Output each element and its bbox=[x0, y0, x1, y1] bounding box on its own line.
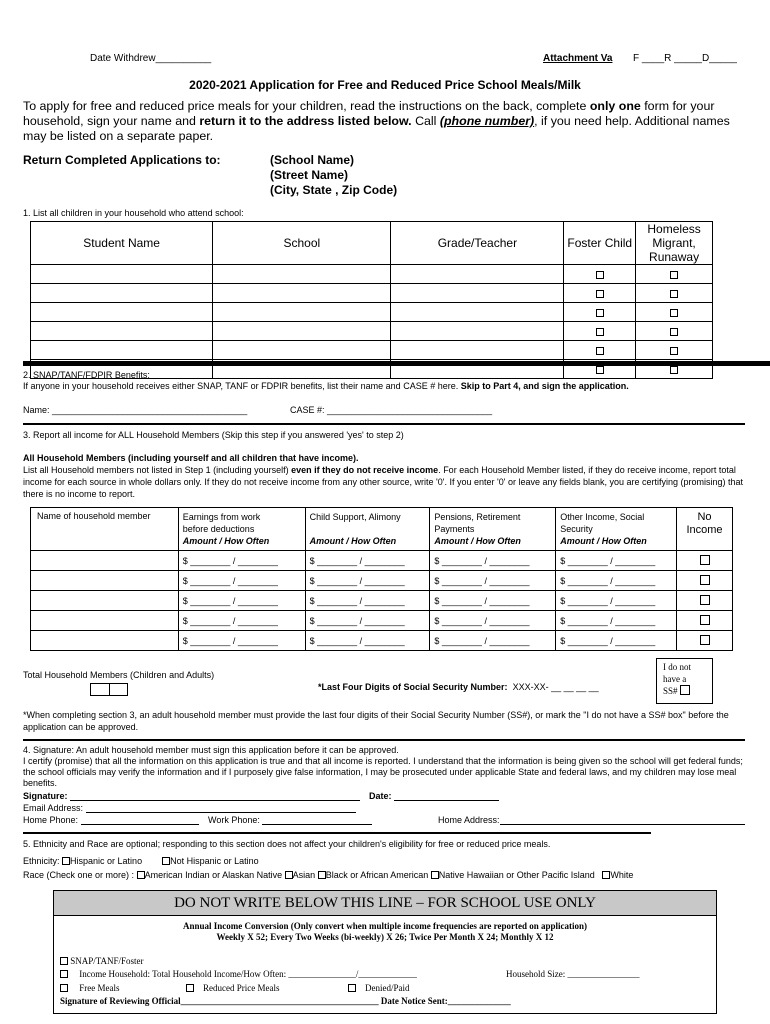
pensions-input[interactable]: $ ________ / ________ bbox=[430, 551, 556, 571]
denied-paid-checkbox[interactable] bbox=[348, 984, 356, 992]
step4-label: 4. Signature: An adult household member must sign this application before it can be approved. bbox=[23, 745, 399, 755]
date-notice-sent[interactable]: Date Notice Sent:______________ bbox=[380, 996, 511, 1006]
student-name-input[interactable] bbox=[31, 265, 213, 284]
step5-label: 5. Ethnicity and Race are optional; responding to this section does not affect your children's eligibility for free or reduced price meals. bbox=[23, 839, 551, 849]
earnings-input[interactable]: $ ________ / ________ bbox=[178, 591, 305, 611]
grade-input[interactable] bbox=[391, 322, 564, 341]
certify-statement: I certify (promise) that all the information on this application is true and that all income is reported. I understand that the information is being given so the school will get federal funds; the school officials may verify the information and if I purposely give false information, I may be prosecuted under applicable State and federal laws, and my children may lose meal benefits. bbox=[23, 756, 743, 788]
date-field[interactable]: Date: bbox=[369, 791, 499, 801]
all-members-heading: All Household Members (including yourself and all children that have income). bbox=[23, 453, 359, 463]
homeless-checkbox[interactable] bbox=[670, 290, 678, 298]
american-indian-checkbox[interactable] bbox=[137, 871, 145, 879]
school-input[interactable] bbox=[213, 322, 391, 341]
black-checkbox[interactable] bbox=[318, 871, 326, 879]
table-row bbox=[31, 591, 733, 611]
header-pensions: Pensions, Retirement Payments Amount / How Often bbox=[430, 508, 556, 551]
child-support-input[interactable]: $ ________ / ________ bbox=[305, 611, 430, 631]
hispanic-checkbox[interactable] bbox=[62, 857, 70, 865]
member-name-input[interactable] bbox=[31, 591, 179, 611]
table-row bbox=[31, 322, 713, 341]
foster-checkbox[interactable] bbox=[596, 290, 604, 298]
foster-checkbox[interactable] bbox=[596, 328, 604, 336]
student-name-input[interactable] bbox=[31, 303, 213, 322]
income-instructions: List all Household members not listed in Step 1 (including yourself) even if they do not receive income. For each Household Member listed, if they do receive income, report total income for each source in whole dollars only. If they do not receive income from any other source, write '0'. If you enter '0' or leave any fields blank, you are certifying (promising) that there is no income to report. bbox=[23, 465, 744, 499]
school-name: (School Name) bbox=[270, 153, 355, 167]
grade-input[interactable] bbox=[391, 265, 564, 284]
no-income-checkbox[interactable] bbox=[700, 555, 710, 565]
ssn-note: *When completing section 3, an adult household member must provide the last four digits of their Social Security Number (SS#), or mark the "I do not have a SS# box" before the application can be approved. bbox=[23, 710, 729, 732]
pensions-input[interactable]: $ ________ / ________ bbox=[430, 611, 556, 631]
header-member-name: Name of household member bbox=[31, 508, 179, 551]
case-number-field[interactable]: CASE #: _________________________________ bbox=[290, 405, 493, 415]
child-support-input[interactable]: $ ________ / ________ bbox=[305, 551, 430, 571]
reduced-meals-checkbox[interactable] bbox=[186, 984, 194, 992]
phone-number-placeholder: (phone number) bbox=[439, 114, 535, 128]
child-support-input[interactable]: $ ________ / ________ bbox=[305, 571, 430, 591]
table-row bbox=[31, 303, 713, 322]
grade-input[interactable] bbox=[391, 303, 564, 322]
reviewing-official-signature[interactable]: Signature of Reviewing Official____________________________________________ Date Notice Sent:______________ bbox=[60, 996, 511, 1006]
work-phone-field[interactable]: Work Phone: bbox=[208, 815, 372, 825]
step2-label: 2. SNAP/TANF/FDPIR Benefits: bbox=[23, 370, 150, 380]
school-input[interactable] bbox=[213, 341, 391, 360]
total-members-box[interactable] bbox=[90, 683, 128, 696]
foster-checkbox[interactable] bbox=[596, 347, 604, 355]
grade-input[interactable] bbox=[391, 284, 564, 303]
header-homeless: Homeless Migrant, Runaway bbox=[636, 222, 713, 265]
member-name-input[interactable] bbox=[31, 551, 179, 571]
member-name-input[interactable] bbox=[31, 611, 179, 631]
date-withdrew-field[interactable]: Date Withdrew__________ bbox=[90, 53, 212, 64]
earnings-input[interactable]: $ ________ / ________ bbox=[178, 631, 305, 651]
income-household-checkbox[interactable] bbox=[60, 970, 68, 978]
table-row bbox=[31, 341, 713, 360]
school-input[interactable] bbox=[213, 265, 391, 284]
step2-description: If anyone in your household receives either SNAP, TANF or FDPIR benefits, list their name and CASE # here. Skip to Part 4, and sign the application. bbox=[23, 381, 629, 391]
other-income-input[interactable]: $ ________ / ________ bbox=[556, 551, 677, 571]
homeless-checkbox[interactable] bbox=[670, 366, 678, 374]
snap-foster-option: SNAP/TANF/Foster bbox=[60, 956, 144, 966]
free-meals-checkbox[interactable] bbox=[60, 984, 68, 992]
section-divider bbox=[23, 832, 651, 834]
homeless-checkbox[interactable] bbox=[670, 347, 678, 355]
child-support-input[interactable]: $ ________ / ________ bbox=[305, 591, 430, 611]
pensions-input[interactable]: $ ________ / ________ bbox=[430, 591, 556, 611]
school-input[interactable] bbox=[213, 303, 391, 322]
member-name-input[interactable] bbox=[31, 631, 179, 651]
pensions-input[interactable]: $ ________ / ________ bbox=[430, 571, 556, 591]
household-size-field[interactable]: Household Size: ________________ bbox=[506, 969, 640, 979]
header-no-income: No Income bbox=[677, 508, 733, 551]
no-ssn-checkbox[interactable] bbox=[680, 685, 690, 695]
return-to-label: Return Completed Applications to: bbox=[23, 153, 221, 167]
header-student-name: Student Name bbox=[31, 222, 213, 265]
snap-name-field[interactable]: Name: _______________________________________ bbox=[23, 405, 248, 415]
home-address-field[interactable]: Home Address: bbox=[438, 815, 745, 825]
header-school: School bbox=[213, 222, 391, 265]
step1-label: 1. List all children in your household who attend school: bbox=[23, 208, 244, 218]
income-conversion-title: Annual Income Conversion (Only convert when multiple income frequencies are reported on application) bbox=[183, 921, 587, 931]
homeless-checkbox[interactable] bbox=[670, 271, 678, 279]
step3-label: 3. Report all income for ALL Household Members (Skip this step if you answered 'yes' to step 2) bbox=[23, 430, 404, 440]
earnings-input[interactable]: $ ________ / ________ bbox=[178, 551, 305, 571]
other-income-input[interactable]: $ ________ / ________ bbox=[556, 611, 677, 631]
school-input[interactable] bbox=[213, 284, 391, 303]
foster-checkbox[interactable] bbox=[596, 309, 604, 317]
no-income-checkbox[interactable] bbox=[700, 615, 710, 625]
ethnicity-row: Ethnicity: Hispanic or Latino Not Hispanic or Latino bbox=[23, 856, 259, 866]
total-members-label: Total Household Members (Children and Adults) bbox=[23, 670, 215, 680]
snap-foster-checkbox[interactable] bbox=[60, 957, 68, 965]
table-row bbox=[31, 551, 733, 571]
income-table bbox=[30, 507, 733, 651]
table-row bbox=[31, 611, 733, 631]
school-use-banner: DO NOT WRITE BELOW THIS LINE – FOR SCHOOL USE ONLY bbox=[54, 891, 716, 916]
reduced-meals-option: Reduced Price Meals bbox=[186, 983, 279, 993]
section-divider bbox=[23, 423, 745, 425]
not-hispanic-checkbox[interactable] bbox=[162, 857, 170, 865]
header-grade-teacher: Grade/Teacher bbox=[391, 222, 564, 265]
foster-checkbox[interactable] bbox=[596, 271, 604, 279]
other-income-input[interactable]: $ ________ / ________ bbox=[556, 631, 677, 651]
pensions-input[interactable]: $ ________ / ________ bbox=[430, 631, 556, 651]
street-name: (Street Name) bbox=[270, 168, 349, 182]
income-conversion-formula: Weekly X 52; Every Two Weeks (bi-weekly) X 26; Twice Per Month X 24; Monthly X 12 bbox=[216, 932, 554, 942]
hawaiian-checkbox[interactable] bbox=[431, 871, 439, 879]
income-household-option: Income Household: Total Household Income/How Often: _______________/_____________ bbox=[60, 969, 417, 979]
earnings-input[interactable]: $ ________ / ________ bbox=[178, 611, 305, 631]
header-other-income: Other Income, Social Security Amount / How Often bbox=[556, 508, 677, 551]
no-income-checkbox[interactable] bbox=[700, 575, 710, 585]
frd-code-field[interactable]: F ____R _____D_____ bbox=[633, 53, 737, 64]
section-divider bbox=[23, 739, 745, 741]
children-table bbox=[30, 221, 713, 379]
race-row: Race (Check one or more) : American Indian or Alaskan Native Asian Black or African American Native Hawaiian or Other Pacific Island White bbox=[23, 870, 634, 880]
email-field[interactable]: Email Address: bbox=[23, 803, 356, 813]
ssn-field[interactable]: *Last Four Digits of Social Security Number: XXX-XX- __ __ __ __ bbox=[318, 682, 599, 692]
no-income-checkbox[interactable] bbox=[700, 635, 710, 645]
attachment-label: Attachment Va bbox=[543, 53, 613, 64]
section-divider bbox=[23, 361, 770, 366]
free-meals-option: Free Meals bbox=[60, 983, 120, 993]
student-name-input[interactable] bbox=[31, 284, 213, 303]
student-name-input[interactable] bbox=[31, 322, 213, 341]
home-phone-field[interactable]: Home Phone: bbox=[23, 815, 199, 825]
student-name-input[interactable] bbox=[31, 341, 213, 360]
table-row bbox=[31, 631, 733, 651]
earnings-input[interactable]: $ ________ / ________ bbox=[178, 571, 305, 591]
no-income-checkbox[interactable] bbox=[700, 595, 710, 605]
child-support-input[interactable]: $ ________ / ________ bbox=[305, 631, 430, 651]
no-ssn-box: I do not have a SS# bbox=[656, 658, 713, 704]
homeless-checkbox[interactable] bbox=[670, 328, 678, 336]
form-title: 2020-2021 Application for Free and Reduced Price School Meals/Milk bbox=[189, 78, 581, 92]
other-income-input[interactable]: $ ________ / ________ bbox=[556, 591, 677, 611]
table-row bbox=[31, 265, 713, 284]
header-child-support: Child Support, Alimony Amount / How Often bbox=[305, 508, 430, 551]
header-earnings: Earnings from work before deductions Amount / How Often bbox=[178, 508, 305, 551]
table-row bbox=[31, 284, 713, 303]
intro-paragraph: To apply for free and reduced price meals for your children, read the instructions on the back, complete only one form for your household, sign your name and return it to the address listed below. Call (phone number), if you need help. Additional names may be listed on a separate paper. bbox=[23, 99, 730, 143]
foster-checkbox[interactable] bbox=[596, 366, 604, 374]
return-address bbox=[270, 153, 397, 198]
denied-paid-option: Denied/Paid bbox=[348, 983, 410, 993]
city-state-zip: (City, State , Zip Code) bbox=[270, 183, 398, 197]
table-row bbox=[31, 571, 733, 591]
asian-checkbox[interactable] bbox=[285, 871, 293, 879]
grade-input[interactable] bbox=[391, 341, 564, 360]
homeless-checkbox[interactable] bbox=[670, 309, 678, 317]
signature-field[interactable]: Signature: bbox=[23, 791, 360, 801]
header-foster-child: Foster Child bbox=[564, 222, 636, 265]
other-income-input[interactable]: $ ________ / ________ bbox=[556, 571, 677, 591]
member-name-input[interactable] bbox=[31, 571, 179, 591]
